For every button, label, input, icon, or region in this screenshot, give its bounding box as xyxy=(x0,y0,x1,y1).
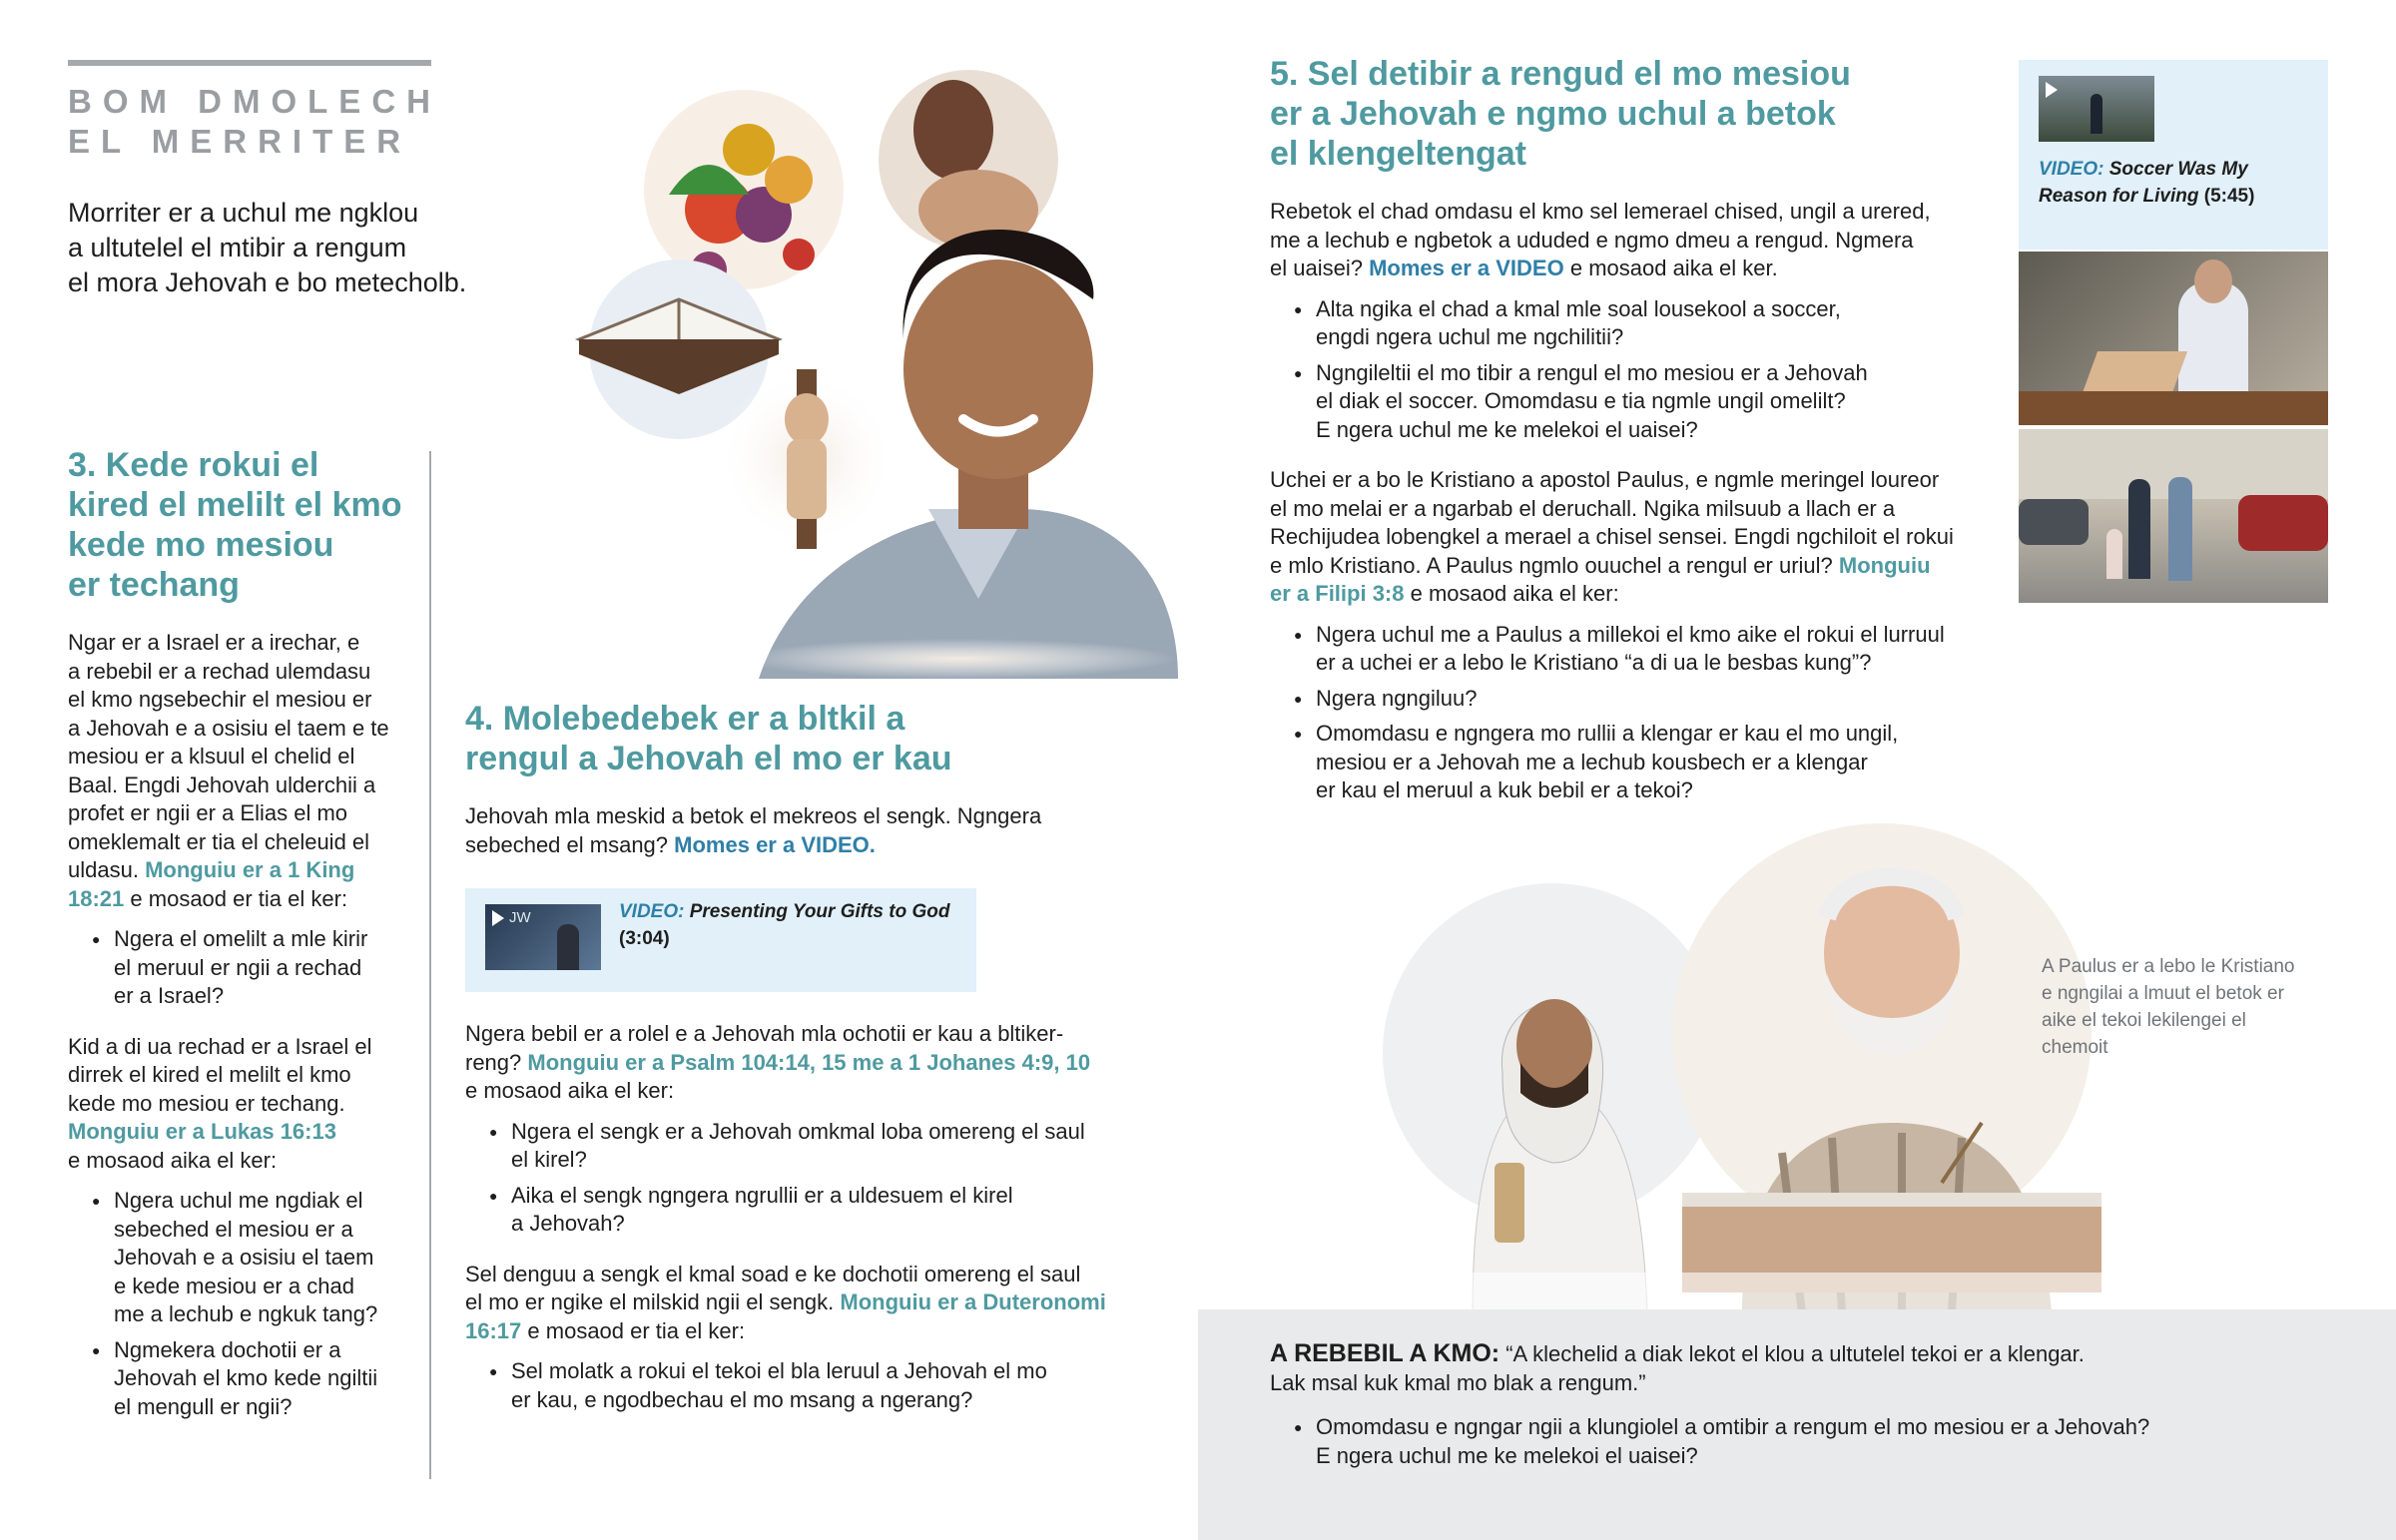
section-4-paragraph-1: Jehovah mla meskid a betok el mekreos el sengk. Ngngera sebeched el msang? Momes er a VIDEO. xyxy=(465,803,1042,857)
question-item: ● Ngmekera dochotii er a Jehovah el kmo kede ngiltii el mengull er ngii? xyxy=(92,1336,407,1422)
question-item: ● Ngngileltii el mo tibir a rengul el mo mesiou er a Jehovah el diak el soccer. Omomdasu e tia ngmle ungil omelilt? E ngera uchul me ke melekoi el uaisei? xyxy=(1294,359,1989,445)
scripture-link-duteronomi[interactable]: Monguiu er a Duteronomi xyxy=(840,1289,1106,1314)
question-item: ● Ngera ngngiluu? xyxy=(1294,685,1989,714)
video-info xyxy=(2039,156,2318,210)
video-card-soccer[interactable] xyxy=(2019,60,2328,250)
question-item: ● Omomdasu e ngngera mo rullii a klengar er kau el mo ungil, mesiou er a Jehovah me a lechub kousbech er a klengar er kau el meruul a kuk bebil er a tekoi? xyxy=(1294,720,1989,805)
section-3-paragraph-2: Kid a di ua rechad er a Israel el dirrek el kired el melilt el kmo kede mo mesiou er techang. Monguiu er a Lukas 16:13 e mosaod aika el ker: xyxy=(68,1033,372,1173)
question-item: ● Omomdasu e ngngar ngii a klungiolel a omtibir a rengum el mo mesiou er a Jehovah? E ngera uchul me ke melekoi el uaisei? xyxy=(1294,1413,2372,1470)
summary-quote: A REBEBIL A KMO: “A klechelid a diak lekot el klou a ultutelel tekoi er a klengar. Lak msal kuk kmal mo blak a rengum.” xyxy=(1270,1339,2085,1395)
section-4-questions-1 xyxy=(489,1118,1124,1239)
summary-box xyxy=(1198,1309,2396,1540)
photo-man-at-laptop xyxy=(2019,252,2328,425)
play-icon xyxy=(492,910,504,926)
video-duration: (5:45) xyxy=(2203,186,2255,207)
header-rule xyxy=(68,60,431,66)
section-5-questions-1 xyxy=(1294,295,1989,445)
photo-desk xyxy=(2019,391,2328,425)
photo-child xyxy=(2106,529,2122,579)
photo-street-scene xyxy=(2019,429,2328,603)
scripture-link-filipi-verse[interactable]: er a Filipi 3:8 xyxy=(1270,581,1405,606)
scripture-link-lukas[interactable]: Monguiu er a Lukas 16:13 xyxy=(68,1119,336,1144)
video-title[interactable]: Presenting Your Gifts to God xyxy=(689,901,950,922)
brand-line-1: BOM DMOLECH xyxy=(68,83,441,120)
section-5-paragraph-1: Rebetok el chad omdasu el kmo sel lemerael chised, ungil a urered, me a lechub e ngbetok a ududed e ngmo dmeu a rengud. Ngmera el uaisei? Momes er a VIDEO e mosaod aika el ker. xyxy=(1270,199,1931,280)
question-item: ● Aika el sengk ngngera ngrullii er a uldesuem el kirel a Jehovah? xyxy=(489,1182,1124,1239)
photo-car-1 xyxy=(2019,499,2089,545)
section-3-questions-2 xyxy=(92,1187,407,1421)
summary-questions xyxy=(1294,1413,2372,1477)
illustration-man-blessings xyxy=(559,40,1178,679)
video-info xyxy=(619,898,968,952)
section-4-title: 4. Molebedebek er a bltkil a rengul a Jehovah el mo er kau xyxy=(465,700,952,777)
section-3-title: 3. Kede rokui el kired el melilt el kmo kede mo mesiou er techang xyxy=(68,446,402,604)
illustration-svg xyxy=(559,40,1178,679)
question-item: ● Ngera uchul me ngdiak el sebeched el mesiou er a Jehovah e a osisiu el taem e kede mesiou er a chad me a lechub e ngkuk tang? xyxy=(92,1187,407,1329)
section-5-paragraph-2: Uchei er a bo le Kristiano a apostol Paulus, e ngmle meringel loureor el mo melai er a ngarbab el deruchall. Ngika milsuub a llach er a Rechijudea lobengkel a merael a chisel sensei. Engdi ngchiloit el rokui e mlo Kristiano. A Paulus ngmlo ouuchel a rengul er uriul? Monguiu er a Filipi 3:8 e mosaod aika el ker: xyxy=(1270,467,1954,606)
paulus-svg xyxy=(1383,823,2251,1312)
thumbnail-speaker xyxy=(557,924,579,970)
illustration-caption: A Paulus er a lebo le Kristiano e ngngilai a lmuut el betok er aike el tekoi lekilengei el chemoit xyxy=(2042,956,2295,1058)
section-4-body xyxy=(465,1020,1124,1421)
scripture-link-psalm-johanes[interactable]: Monguiu er a Psalm 104:14, 15 me a 1 Johanes 4:9, 10 xyxy=(527,1049,1091,1075)
photo-car-2 xyxy=(2238,495,2328,551)
scripture-link-1-king-verse[interactable]: 18:21 xyxy=(68,885,125,911)
brand-line-2: EL MERRITER xyxy=(68,123,412,160)
scripture-link-duteronomi-verse[interactable]: 16:17 xyxy=(465,1317,522,1343)
video-thumbnail[interactable] xyxy=(2039,76,2154,142)
section-5-body xyxy=(1270,198,1989,812)
section-5-questions-2 xyxy=(1294,621,1989,805)
section-4-paragraph-2: Ngera bebil er a rolel e a Jehovah mla ochotii er kau a bltiker- reng? Monguiu er a Psalm 104:14, 15 me a 1 Johanes 4:9, 10 e mosaod aika el ker: xyxy=(465,1021,1091,1103)
section-4-paragraph-3: Sel denguu a sengk el kmal soad e ke dochotii omereng el saul el mo er ngike el milskid ngii el sengk. Monguiu er a Duteronomi 16:17 e mosaod er tia el ker: xyxy=(465,1261,1106,1343)
question-item: ● Alta ngika el chad a kmal mle soal lousekool a soccer, engdi ngera uchul me ngchilitii? xyxy=(1294,295,1989,352)
photo-person-1 xyxy=(2128,479,2150,579)
section-4-questions-2 xyxy=(489,1357,1124,1414)
thumbnail-figure xyxy=(2091,94,2102,134)
video-label: VIDEO: xyxy=(2039,159,2104,180)
video-card-presenting-gifts[interactable] xyxy=(465,888,976,992)
photo-person-2 xyxy=(2168,477,2192,581)
section-3-questions-1 xyxy=(92,925,407,1011)
scripture-link-1-king[interactable]: Monguiu er a 1 King xyxy=(145,857,355,882)
section-3-body xyxy=(68,629,407,1428)
scripture-link-filipi[interactable]: Monguiu xyxy=(1838,552,1931,578)
illustration-paulus xyxy=(1383,823,2251,1312)
question-item: ● Sel molatk a rokui el tekoi el bla leruul a Jehovah el mo er kau, e ngodbechau el mo msang a ngerang? xyxy=(489,1357,1124,1414)
section-3-divider xyxy=(429,451,431,1479)
watch-video-link[interactable]: Momes er a VIDEO. xyxy=(674,831,876,857)
video-title[interactable]: Soccer Was My Reason for Living xyxy=(2039,159,2248,207)
summary-label: A REBEBIL A KMO: xyxy=(1270,1339,1500,1367)
photo-head xyxy=(2194,259,2232,303)
question-item: ● Ngera el omelilt a mle kirir el meruul er ngii a rechad er a Israel? xyxy=(92,925,407,1011)
question-item: ● Ngera el sengk er a Jehovah omkmal loba omereng el saul el kirel? xyxy=(489,1118,1124,1175)
watch-video-link-section-5[interactable]: Momes er a VIDEO xyxy=(1369,256,1564,280)
brand-title xyxy=(68,82,441,162)
question-item: ● Ngera uchul me a Paulus a millekoi el kmo aike el rokui el lurruul er a uchei er a lebo le Kristiano “a di ua le besbas kung”? xyxy=(1294,621,1989,678)
section-5-title: 5. Sel detibir a rengud el mo mesiou er a Jehovah e ngmo uchul a betok el klengeltengat xyxy=(1270,55,1851,173)
intro-text: Morriter er a uchul me ngklou a ultutelel el mtibir a rengum el mora Jehovah e bo metecholb. xyxy=(68,198,467,297)
thumbnail-logo: JW xyxy=(509,909,531,926)
video-label: VIDEO: xyxy=(619,901,685,922)
video-thumbnail[interactable] xyxy=(485,904,601,970)
play-icon xyxy=(2046,82,2058,98)
video-duration: (3:04) xyxy=(619,928,670,949)
section-3-paragraph-1: Ngar er a Israel er a irechar, e a rebebil er a rechad ulemdasu el kmo ngsebechir el mesiou er a Jehovah e a osisiu el taem e te mesiou er a klsuul el chelid el Baal. Engdi Jehovah ulderchii a profet er ngii er a Elias el mo omeklemalt er tia el cheleuid el uldasu. Monguiu er a 1 King 18:21 e mosaod er tia el ker: xyxy=(68,630,389,911)
